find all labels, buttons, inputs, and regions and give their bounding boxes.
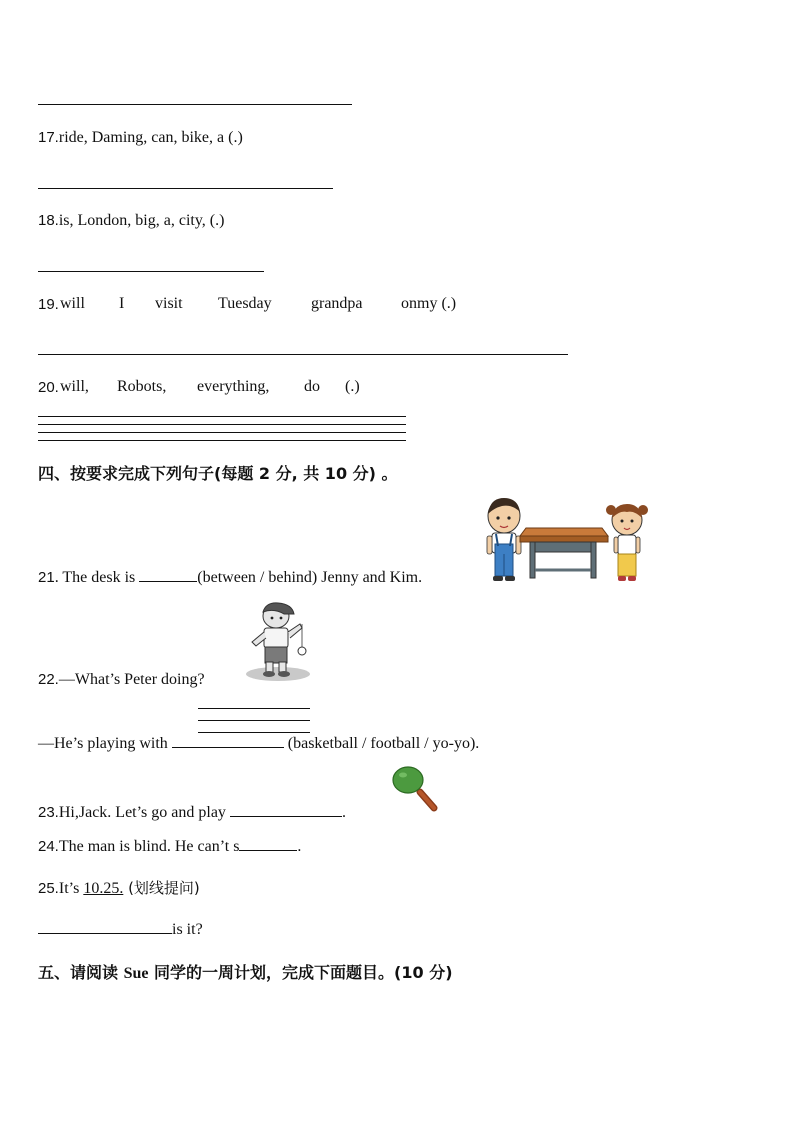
question-text: The man is blind. He can’t s (58, 838, 240, 855)
answer-line-20b (38, 424, 406, 425)
girl-figure (606, 504, 648, 581)
question-22 (38, 671, 205, 689)
section-4-heading: 四、按要求完成下列句子(每题 2 分, 共 10 分) 。 (38, 464, 398, 483)
question-text: —What’s Peter doing? (58, 671, 205, 688)
word-card: Tuesday (218, 295, 272, 312)
question-number: 20. (38, 379, 59, 396)
answer-line-20c (38, 432, 406, 433)
yoyo-boy-illustration (244, 602, 316, 684)
word-card: onmy (.) (401, 295, 457, 312)
word-card: will, (60, 378, 89, 395)
question-text: . (297, 838, 302, 855)
question-number: 17. (38, 129, 59, 146)
word-card: I (119, 295, 125, 312)
question-25-answer (38, 919, 203, 939)
question-number: 22. (38, 671, 59, 688)
section-5-heading (38, 960, 453, 983)
question-17 (38, 129, 243, 147)
underlined-answer: 10.25. (83, 880, 124, 897)
question-number: 25. (38, 880, 59, 897)
answer-blank[interactable] (239, 836, 297, 851)
answer-text: is it? (172, 921, 203, 938)
question-text: . (341, 804, 346, 821)
answer-blank[interactable] (230, 802, 342, 817)
question-number: 24. (38, 838, 59, 855)
ping-pong-paddle-icon (390, 764, 440, 812)
question-instruction: (划线提问) (123, 879, 200, 897)
question-text: ride, Daming, can, bike, a (.) (58, 129, 243, 146)
word-card: (.) (345, 378, 360, 395)
word-card: Robots, (117, 378, 167, 395)
question-text: Hi,Jack. Let’s go and play (58, 804, 230, 821)
question-text: . The desk is (54, 569, 140, 586)
question-number: 18. (38, 212, 59, 229)
answer-line-22b (198, 720, 310, 721)
word-card: everything, (197, 378, 270, 395)
answer-text: (basketball / football / yo-yo). (283, 735, 480, 752)
answer-line-20d (38, 440, 406, 441)
word-card: do (304, 378, 320, 395)
section-5-title-b: 同学的一周计划，完成下面题目。(10 分) (148, 963, 453, 982)
question-18 (38, 212, 224, 230)
question-number: 21 (38, 569, 55, 586)
question-21 (38, 567, 422, 587)
desk-figure (520, 528, 608, 578)
question-22-answer (38, 733, 479, 753)
answer-blank[interactable] (38, 919, 172, 934)
answer-blank[interactable] (139, 567, 197, 582)
answer-line-20a (38, 416, 406, 417)
answer-blank[interactable] (172, 733, 284, 748)
answer-text: —He’s playing with (38, 735, 172, 752)
section-5-title-name: Sue (123, 965, 149, 982)
kids-desk-illustration (484, 496, 654, 586)
word-card: grandpa (311, 295, 363, 312)
question-number: 23. (38, 804, 59, 821)
question-text: is, London, big, a, city, (.) (58, 212, 225, 229)
answer-line-18 (38, 271, 264, 272)
word-card: will (60, 295, 85, 312)
answer-line-22a (198, 708, 310, 709)
answer-line-19 (38, 354, 568, 355)
word-card: visit (155, 295, 183, 312)
answer-line-16 (38, 104, 352, 105)
boy-figure (487, 498, 521, 581)
question-25 (38, 877, 200, 898)
section-5-title-a: 五、请阅读 (38, 963, 124, 982)
question-text: (between / behind) Jenny and Kim. (197, 569, 423, 586)
answer-line-17 (38, 188, 333, 189)
question-23 (38, 802, 346, 822)
question-number: 19. (38, 296, 59, 313)
question-text: It’s (58, 880, 84, 897)
question-24 (38, 836, 301, 856)
